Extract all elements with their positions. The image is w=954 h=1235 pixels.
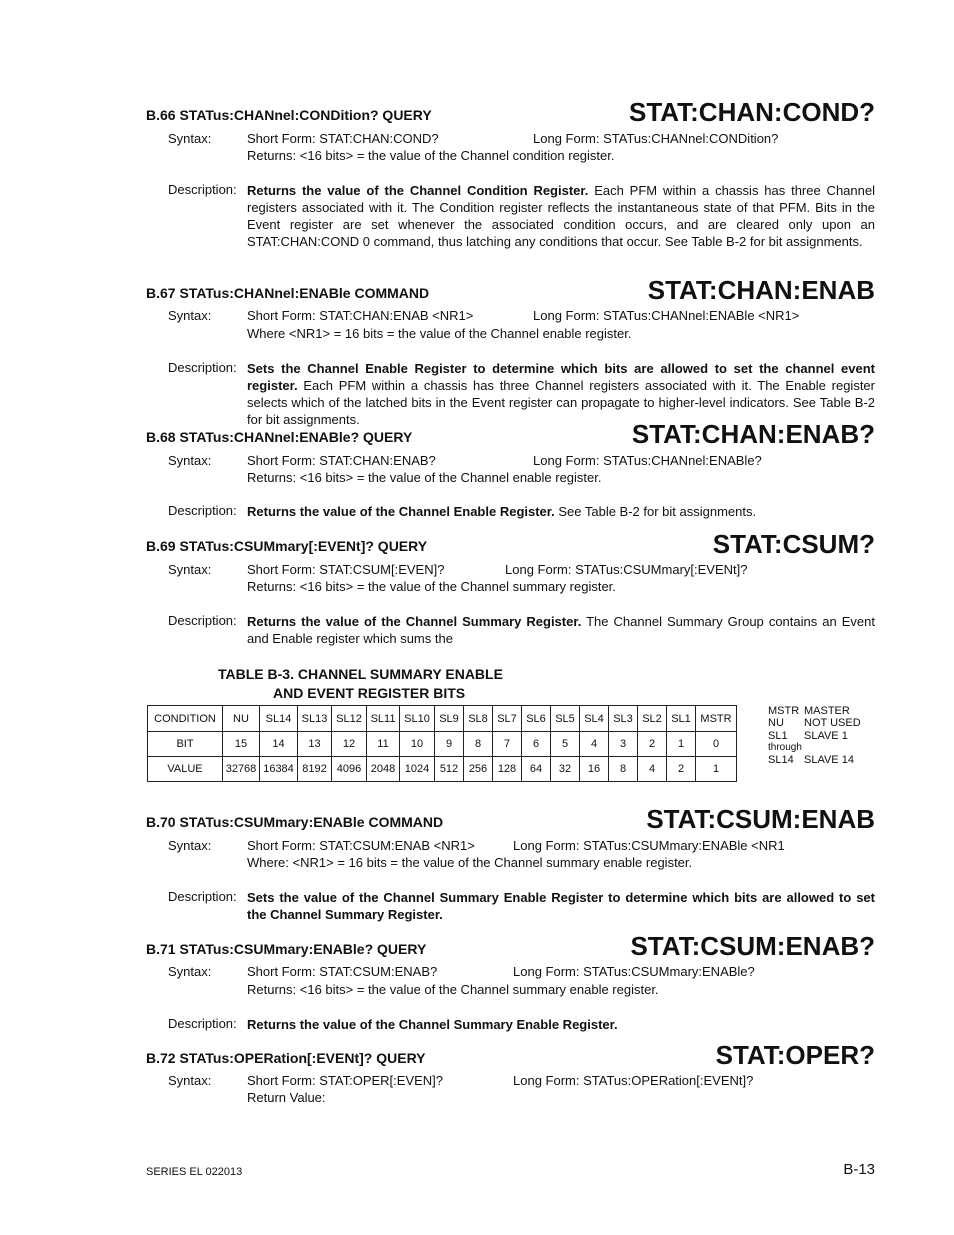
table-cell: SL4 — [580, 706, 609, 732]
description-label: Description: — [168, 182, 237, 197]
description-rest: Each PFM within a chassis has three Channel registers associated with it. The Condition register reflects the instantaneous state of that PFM. Bits in the Event register are set whenever the associated condition occurs, and are cleared only upon an STAT:CHAN:COND 0 command, thus latching any conditions that occur. See Table B-2 for bit assignments. — [247, 183, 875, 249]
table-cell: SL12 — [332, 706, 367, 732]
table-cell: 5 — [551, 732, 580, 757]
syntax-label: Syntax: — [168, 838, 212, 853]
table-cell: SL10 — [400, 706, 435, 732]
table-cell: 16 — [580, 757, 609, 782]
table-cell: 4096 — [332, 757, 367, 782]
section-heading: B.66 STATus:CHANnel:CONDition? QUERY — [146, 107, 432, 123]
syntax-label: Syntax: — [168, 562, 212, 577]
table-row — [148, 757, 737, 782]
footer-series: SERIES EL 022013 — [146, 1166, 243, 1178]
table-cell: 3 — [609, 732, 638, 757]
description-label: Description: — [168, 1016, 237, 1031]
short-form: Short Form: STAT:CHAN:ENAB? — [247, 453, 436, 468]
legend-entry — [768, 730, 861, 742]
description-text — [247, 889, 875, 923]
description-text — [247, 360, 875, 428]
long-form: Long Form: STATus:CHANnel:ENABle? — [533, 453, 762, 468]
channel-summary-bits-table — [147, 705, 737, 782]
table-cell: 15 — [223, 732, 260, 757]
long-form: Long Form: STATus:CSUMmary:ENABle <NR1 — [513, 838, 785, 853]
description-text — [247, 1016, 875, 1033]
returns-line: Returns: <16 bits> = the value of the Channel condition register. — [247, 148, 615, 163]
description-bold: Returns the value of the Channel Enable Register. — [247, 504, 555, 519]
short-form: Short Form: STAT:CSUM:ENAB <NR1> — [247, 838, 475, 853]
table-cell: 2048 — [367, 757, 400, 782]
where-line: Where <NR1> = 16 bits = the value of the Channel enable register. — [247, 326, 632, 341]
where-line: Where: <NR1> = 16 bits = the value of the Channel summary enable register. — [247, 855, 693, 870]
command-title: STAT:CSUM? — [712, 529, 875, 559]
section-heading: B.70 STATus:CSUMmary:ENABle COMMAND — [146, 814, 444, 830]
table-cell: 256 — [464, 757, 493, 782]
table-cell: SL8 — [464, 706, 493, 732]
description-label: Description: — [168, 503, 237, 518]
description-bold: Returns the value of the Channel Summary Register. — [247, 614, 582, 629]
table-cell: SL9 — [435, 706, 464, 732]
table-cell: 10 — [400, 732, 435, 757]
short-form: Short Form: STAT:CHAN:COND? — [247, 131, 439, 146]
description-label: Description: — [168, 360, 237, 375]
syntax-label: Syntax: — [168, 131, 212, 146]
description-text — [247, 182, 875, 250]
command-title: STAT:CHAN:ENAB? — [631, 419, 875, 449]
table-cell: 11 — [367, 732, 400, 757]
table-row — [148, 706, 737, 732]
table-cell: 512 — [435, 757, 464, 782]
table-cell: 4 — [580, 732, 609, 757]
legend-key: SL1 — [768, 730, 788, 742]
table-cell: 6 — [522, 732, 551, 757]
table-cell: 2 — [638, 732, 667, 757]
table-cell: 128 — [493, 757, 522, 782]
table-cell: 8 — [464, 732, 493, 757]
description-label: Description: — [168, 613, 237, 628]
syntax-label: Syntax: — [168, 453, 212, 468]
legend-key: NU — [768, 717, 784, 729]
description-bold: Returns the value of the Channel Summary Enable Register. — [247, 1017, 618, 1032]
short-form: Short Form: STAT:CSUM:ENAB? — [247, 964, 438, 979]
syntax-label: Syntax: — [168, 964, 212, 979]
table-cell: CONDITION — [148, 706, 223, 732]
table-cell: SL11 — [367, 706, 400, 732]
table-cell: SL14 — [260, 706, 298, 732]
legend-key: through — [768, 742, 802, 753]
long-form: Long Form: STATus:OPERation[:EVENt]? — [513, 1073, 754, 1088]
legend-entry — [768, 742, 861, 753]
page-number: B-13 — [843, 1161, 875, 1178]
table-cell: 64 — [522, 757, 551, 782]
table-cell: SL7 — [493, 706, 522, 732]
description-label: Description: — [168, 889, 237, 904]
returns-line: Returns: <16 bits> = the value of the Channel summary enable register. — [247, 982, 659, 997]
syntax-label: Syntax: — [168, 1073, 212, 1088]
description-rest: See Table B-2 for bit assignments. — [554, 504, 757, 519]
section-heading: B.67 STATus:CHANnel:ENABle COMMAND — [146, 285, 430, 301]
command-title: STAT:OPER? — [715, 1040, 875, 1070]
description-rest: The Channel Summary Group contains an Event and Enable register which sums the — [247, 614, 876, 646]
section-heading: B.72 STATus:OPERation[:EVENt]? QUERY — [146, 1050, 426, 1066]
table-cell: 16384 — [260, 757, 298, 782]
section-heading: B.71 STATus:CSUMmary:ENABle? QUERY — [146, 941, 427, 957]
command-title: STAT:CSUM:ENAB — [646, 804, 875, 834]
command-title: STAT:CHAN:COND? — [629, 97, 875, 127]
table-cell: SL5 — [551, 706, 580, 732]
legend-entry — [768, 717, 861, 729]
table-cell: 32768 — [223, 757, 260, 782]
description-bold: Sets the Channel Enable Register to determine which bits are allowed to set the channel event register. — [247, 361, 875, 393]
short-form: Short Form: STAT:CSUM[:EVEN]? — [247, 562, 445, 577]
table-row — [148, 732, 737, 757]
table-subtitle: AND EVENT REGISTER BITS — [273, 685, 466, 701]
command-title: STAT:CHAN:ENAB — [647, 275, 875, 305]
description-text — [247, 503, 875, 520]
short-form: Short Form: STAT:CHAN:ENAB <NR1> — [247, 308, 474, 323]
table-cell: 0 — [696, 732, 737, 757]
long-form: Long Form: STATus:CHANnel:CONDition? — [533, 131, 779, 146]
returns-line: Returns: <16 bits> = the value of the Channel summary register. — [247, 579, 616, 594]
return-value-line: Return Value: — [247, 1090, 326, 1105]
legend-value: SLAVE 14 — [804, 754, 854, 766]
table-cell: 8 — [609, 757, 638, 782]
short-form: Short Form: STAT:OPER[:EVEN]? — [247, 1073, 444, 1088]
section-heading: B.68 STATus:CHANnel:ENABle? QUERY — [146, 429, 413, 445]
legend-entry — [768, 705, 861, 717]
table-cell: VALUE — [148, 757, 223, 782]
table-cell: NU — [223, 706, 260, 732]
table-cell: 12 — [332, 732, 367, 757]
syntax-label: Syntax: — [168, 308, 212, 323]
table-title: TABLE B-3. CHANNEL SUMMARY ENABLE — [218, 666, 503, 682]
description-bold: Sets the value of the Channel Summary Enable Register to determine which bits are allowed to set the Channel Summary Register. — [247, 890, 875, 922]
command-title: STAT:CSUM:ENAB? — [630, 931, 875, 961]
table-cell: 1024 — [400, 757, 435, 782]
legend-key: SL14 — [768, 754, 794, 766]
section-heading: B.69 STATus:CSUMmary[:EVENt]? QUERY — [146, 538, 428, 554]
legend-value: NOT USED — [804, 717, 861, 729]
table-legend — [768, 705, 861, 766]
description-text — [247, 613, 875, 647]
legend-value: SLAVE 1 — [804, 730, 848, 742]
table-cell: 14 — [260, 732, 298, 757]
legend-value: MASTER — [804, 705, 850, 717]
long-form: Long Form: STATus:CSUMmary[:EVENt]? — [505, 562, 748, 577]
table-cell: BIT — [148, 732, 223, 757]
table-cell: SL3 — [609, 706, 638, 732]
table-cell: 1 — [696, 757, 737, 782]
long-form: Long Form: STATus:CHANnel:ENABle <NR1> — [533, 308, 800, 323]
legend-key: MSTR — [768, 705, 800, 717]
legend-entry — [768, 754, 861, 766]
table-cell: MSTR — [696, 706, 737, 732]
table-cell: SL13 — [298, 706, 332, 732]
table-cell: 1 — [667, 732, 696, 757]
table-cell: 2 — [667, 757, 696, 782]
table-cell: 13 — [298, 732, 332, 757]
description-rest: Each PFM within a chassis has three Channel registers associated with it. The Enable register selects which of the latched bits in the Event register can propagate to higher-level indicators. See Table B-2 for bit assignments. — [247, 378, 875, 427]
table-cell: SL2 — [638, 706, 667, 732]
table-cell: 7 — [493, 732, 522, 757]
table-cell: SL6 — [522, 706, 551, 732]
description-bold: Returns the value of the Channel Condition Register. — [247, 183, 589, 198]
table-cell: 9 — [435, 732, 464, 757]
table-cell: 32 — [551, 757, 580, 782]
table-cell: 8192 — [298, 757, 332, 782]
table-cell: 4 — [638, 757, 667, 782]
long-form: Long Form: STATus:CSUMmary:ENABle? — [513, 964, 755, 979]
returns-line: Returns: <16 bits> = the value of the Channel enable register. — [247, 470, 602, 485]
table-cell: SL1 — [667, 706, 696, 732]
